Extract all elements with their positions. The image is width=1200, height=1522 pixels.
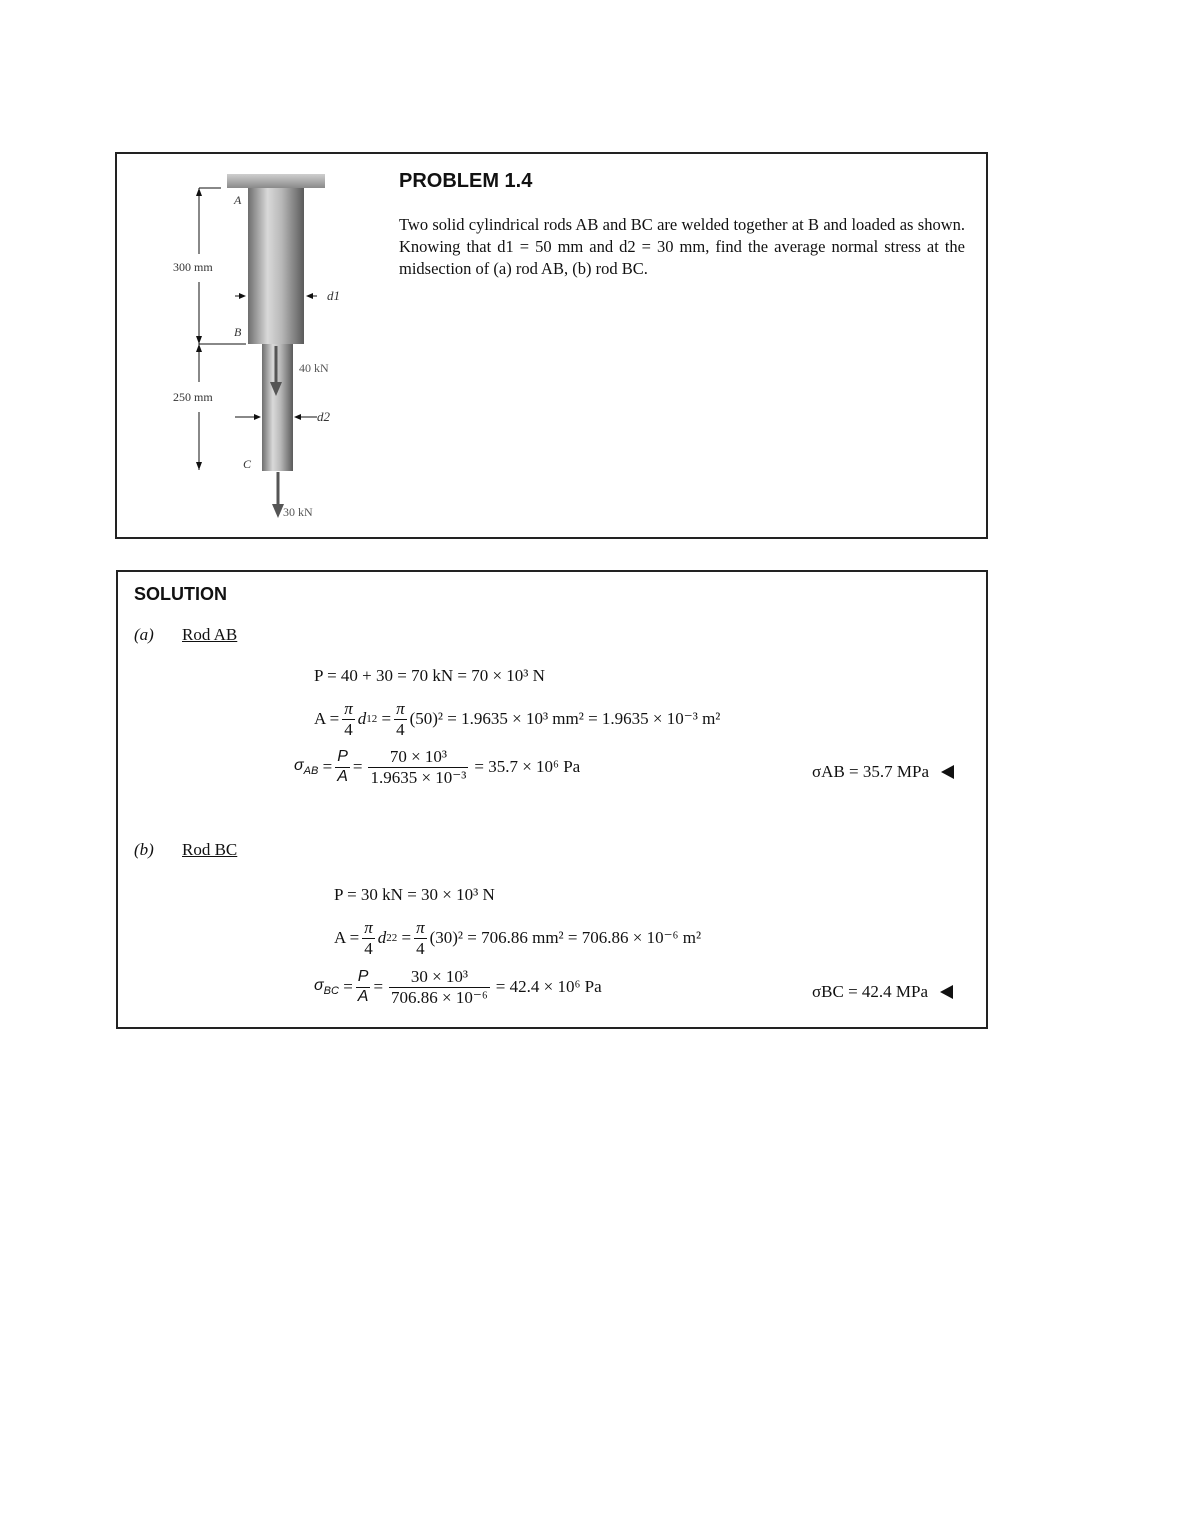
part-b-title: Rod BC bbox=[182, 840, 238, 859]
load-b-label: 40 kN bbox=[299, 361, 329, 375]
dim-ab-label: 300 mm bbox=[173, 260, 213, 274]
answer-marker-icon bbox=[941, 765, 954, 779]
part-a-answer bbox=[812, 762, 954, 782]
answer-marker-icon bbox=[940, 985, 953, 999]
part-a-numerator: 70 × 10³ bbox=[389, 747, 447, 766]
solution-title: SOLUTION bbox=[134, 584, 227, 604]
rod-ab bbox=[248, 188, 304, 344]
area-lhs-b: A = bbox=[334, 928, 360, 948]
part-a-force-equation: P = 40 + 30 = 70 kN = 70 × 10³ N bbox=[314, 666, 545, 685]
pi-over-4: $\frac{\pi}{4}$ bbox=[344, 699, 353, 739]
problem-box bbox=[115, 152, 988, 539]
part-b-force-equation: P = 30 kN = 30 × 10³ N bbox=[334, 885, 495, 904]
point-c-label: C bbox=[243, 457, 252, 471]
part-a-stress-result: = 35.7 × 10⁶ Pa bbox=[474, 757, 581, 777]
rod-figure bbox=[117, 154, 377, 537]
part-b-area-equation: A = $\frac{\pi}{4}$ d 2 2 = $\frac{\pi}{4}$ (30)² = 706.86 mm² = 706.86 × 10⁻⁶ m² bbox=[334, 918, 702, 958]
part-a-stress-equation: $\sigma_{AB}$ = $\frac{P}{A}$ = $\frac{\text{70 × 10³}}{\text{1.9635 × 10⁻³}}$ = 35.7 × 10⁶ Pa bbox=[294, 747, 581, 787]
part-a-title: Rod AB bbox=[182, 625, 238, 644]
part-b-numerator: 30 × 10³ bbox=[410, 967, 469, 986]
part-a-area-equation: A = $\frac{\pi}{4}$ d 1 2 = $\frac{\pi}{4}$ (50)² = 1.9635 × 10³ mm² = 1.9635 × 10⁻³ m² bbox=[314, 699, 721, 739]
area-rhs-b: (30)² = 706.86 mm² = 706.86 × 10⁻⁶ m² bbox=[429, 928, 702, 948]
area-rhs: (50)² = 1.9635 × 10³ mm² = 1.9635 × 10⁻³ m² bbox=[409, 709, 721, 729]
part-a-answer-text: σAB = 35.7 MPa bbox=[812, 762, 929, 781]
part-b-answer bbox=[812, 982, 953, 1002]
part-a-label: (a) bbox=[134, 625, 154, 644]
area-lhs: A = bbox=[314, 709, 340, 729]
solution-box bbox=[116, 570, 988, 1029]
d2-label: d2 bbox=[317, 409, 330, 424]
problem-title: PROBLEM 1.4 bbox=[399, 170, 533, 192]
part-a-denominator: 1.9635 × 10⁻³ bbox=[370, 767, 467, 787]
ceiling-support bbox=[227, 174, 325, 188]
problem-statement: Two solid cylindrical rods AB and BC are welded together at B and loaded as shown. Knowing that d1 = 50 mm and d2 = 30 mm, find the average normal stress at the midsection of (a) rod AB, (b) rod BC. bbox=[399, 215, 965, 278]
part-b-denominator: 706.86 × 10⁻⁶ bbox=[391, 987, 488, 1007]
load-c-label: 30 kN bbox=[283, 505, 313, 519]
part-b-answer-text: σBC = 42.4 MPa bbox=[812, 982, 929, 1001]
d1-label: d1 bbox=[327, 288, 340, 303]
point-a-label: A bbox=[234, 193, 242, 207]
point-b-label: B bbox=[234, 325, 242, 339]
part-b-stress-equation: $\sigma_{BC}$ = $\frac{P}{A}$ = $\frac{\text{30 × 10³}}{\text{706.86 × 10⁻⁶}}$ = 42.4 × 10⁶ Pa bbox=[314, 967, 602, 1007]
part-b-stress-result: = 42.4 × 10⁶ Pa bbox=[495, 977, 602, 997]
dim-bc-label: 250 mm bbox=[173, 390, 213, 404]
part-b-label: (b) bbox=[134, 840, 154, 859]
